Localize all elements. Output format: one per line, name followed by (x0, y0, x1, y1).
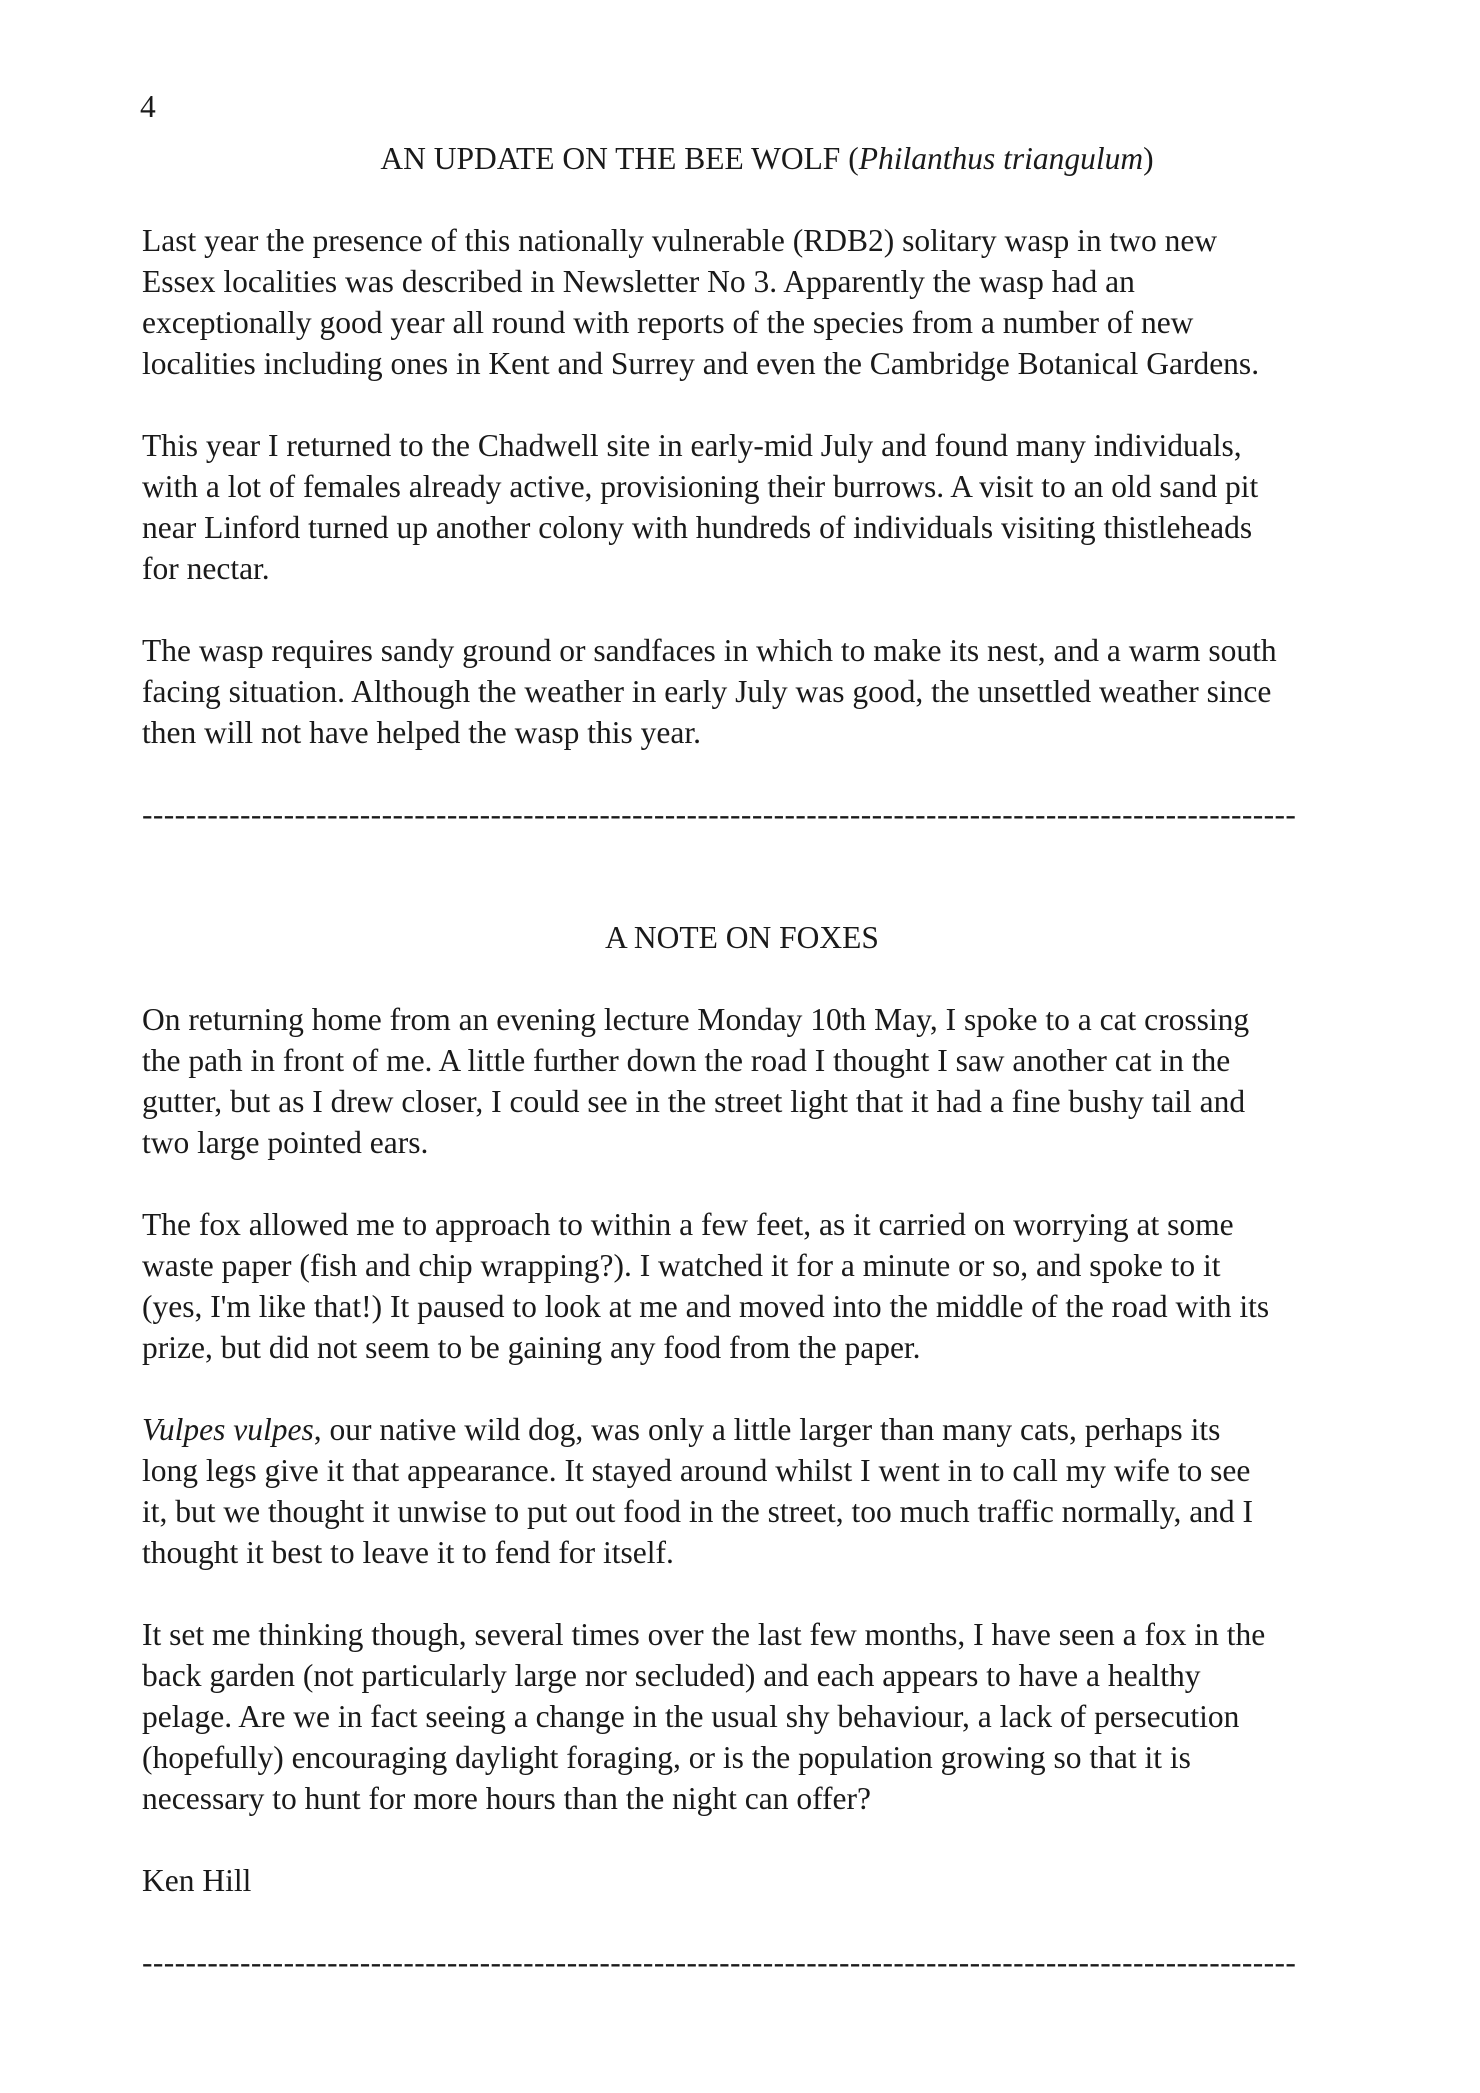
text-line: long legs give it that appearance. It stayed around whilst I went in to call my wife to see (142, 1453, 1251, 1488)
text-line: Essex localities was described in Newsletter No 3. Apparently the wasp had an (142, 264, 1135, 299)
author-signature: Ken Hill (142, 1863, 252, 1898)
bee-wolf-paragraph-2 (142, 425, 1342, 589)
text-line: localities including ones in Kent and Surrey and even the Cambridge Botanical Gardens. (142, 346, 1260, 381)
bee-wolf-title (142, 138, 1342, 179)
text-line: then will not have helped the wasp this year. (142, 715, 701, 750)
page-content (142, 138, 1342, 1983)
text-line: (yes, I'm like that!) It paused to look at me and moved into the middle of the road with its (142, 1289, 1270, 1324)
text-line: On returning home from an evening lecture Monday 10th May, I spoke to a cat crossing (142, 1002, 1250, 1037)
text-line: the path in front of me. A little further down the road I thought I saw another cat in the (142, 1043, 1231, 1078)
text-line: This year I returned to the Chadwell site in early-mid July and found many individuals, (142, 428, 1242, 463)
text-line: waste paper (fish and chip wrapping?). I watched it for a minute or so, and spoke to it (142, 1248, 1221, 1283)
text-line: pelage. Are we in fact seeing a change in the usual shy behaviour, a lack of persecution (142, 1699, 1240, 1734)
foxes-paragraph-4 (142, 1614, 1342, 1819)
text-line: thought it best to leave it to fend for itself. (142, 1535, 674, 1570)
section-divider: ---------------------------------------------------------------------------------------------------------- (142, 797, 1297, 832)
text-line: necessary to hunt for more hours than the night can offer? (142, 1781, 871, 1816)
foxes-paragraph-1 (142, 999, 1342, 1163)
species-name: Vulpes vulpes (142, 1412, 314, 1447)
bee-wolf-title-species: Philanthus triangulum (858, 141, 1144, 176)
text-line: Last year the presence of this nationally vulnerable (RDB2) solitary wasp in two new (142, 223, 1218, 258)
text-line: prize, but did not seem to be gaining any food from the paper. (142, 1330, 921, 1365)
text-run: , our native wild dog, was only a little larger than many cats, perhaps its (313, 1412, 1221, 1447)
text-line: exceptionally good year all round with reports of the species from a number of new (142, 305, 1194, 340)
page-number: 4 (140, 89, 156, 124)
bee-wolf-article (142, 138, 1342, 753)
text-line: two large pointed ears. (142, 1125, 429, 1160)
text-line: facing situation. Although the weather in early July was good, the unsettled weather since (142, 674, 1272, 709)
text-line: The wasp requires sandy ground or sandfaces in which to make its nest, and a warm south (142, 633, 1277, 668)
text-line (142, 1409, 1342, 1450)
foxes-title: A NOTE ON FOXES (605, 920, 879, 955)
bee-wolf-paragraph-3 (142, 630, 1342, 753)
text-line: It set me thinking though, several times over the last few months, I have seen a fox in the (142, 1617, 1266, 1652)
text-line: (hopefully) encouraging daylight foraging, or is the population growing so that it is (142, 1740, 1191, 1775)
bee-wolf-title-prefix: AN UPDATE ON THE BEE WOLF ( (380, 141, 859, 176)
text-line: for nectar. (142, 551, 270, 586)
foxes-paragraph-3 (142, 1409, 1342, 1573)
text-line: The fox allowed me to approach to within a few feet, as it carried on worrying at some (142, 1207, 1234, 1242)
bee-wolf-title-suffix: ) (1143, 141, 1154, 176)
text-line: it, but we thought it unwise to put out food in the street, too much traffic normally, and I (142, 1494, 1254, 1529)
foxes-paragraph-2 (142, 1204, 1342, 1368)
text-line: gutter, but as I drew closer, I could see in the street light that it had a fine bushy tail and (142, 1084, 1246, 1119)
text-line: with a lot of females already active, provisioning their burrows. A visit to an old sand pit (142, 469, 1259, 504)
text-line: back garden (not particularly large nor secluded) and each appears to have a healthy (142, 1658, 1201, 1693)
foxes-article (142, 917, 1342, 1901)
bee-wolf-paragraph-1 (142, 220, 1342, 384)
section-divider: ---------------------------------------------------------------------------------------------------------- (142, 1945, 1297, 1980)
text-line: near Linford turned up another colony with hundreds of individuals visiting thistleheads (142, 510, 1253, 545)
